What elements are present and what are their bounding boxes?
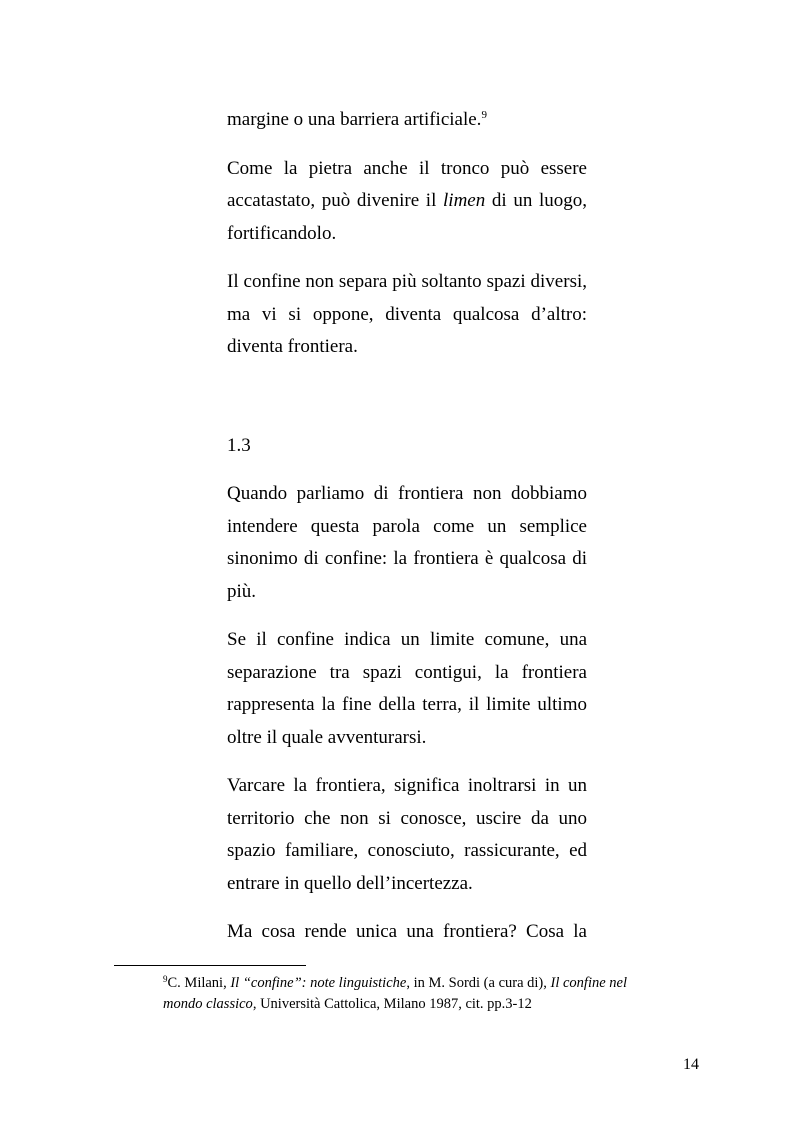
- section-number: 1.3: [227, 434, 251, 456]
- paragraph-2-italic: limen: [443, 190, 486, 211]
- page-number: 14: [683, 1056, 699, 1073]
- paragraph-1-text: margine o una barriera artificiale.: [227, 109, 482, 130]
- paragraph-4: Quando parliamo di frontiera non dobbiamo intendere questa parola come un semplice sinonimo di confine: la frontiera è qualcosa di più.: [227, 483, 587, 602]
- paragraph-2-text-b: di un luogo, fortificandolo.: [227, 190, 588, 244]
- footnote: [163, 973, 658, 1015]
- footnote-separator: [114, 965, 306, 966]
- footnote-middle: , in M. Sordi (a cura di),: [406, 975, 551, 991]
- paragraph-1: [227, 104, 587, 137]
- paragraph-6: Varcare la frontiera, significa inoltrarsi in un territorio che non si conosce, uscire da uno spazio familiare, conosciuto, rassicurante, ed entrare in quello dell’incertezza.: [227, 775, 587, 894]
- paragraph-2: [227, 153, 587, 251]
- main-text: [227, 104, 587, 965]
- paragraph-2-text-a: Come la pietra anche il tronco può essere accatastato, può divenire il: [227, 157, 587, 211]
- paragraph-7: Ma cosa rende unica una frontiera? Cosa la: [227, 921, 587, 942]
- paragraph-5: Se il confine indica un limite comune, una separazione tra spazi contigui, la frontiera rappresenta la fine della terra, il limite ultimo oltre il quale avventurarsi.: [227, 629, 587, 748]
- footnote-rest: , Università Cattolica, Milano 1987, cit. pp.3-12: [252, 996, 532, 1012]
- footnote-title: Il “confine”: note linguistiche: [230, 975, 407, 991]
- paragraph-3: Il confine non separa più soltanto spazi diversi, ma vi si oppone, diventa qualcosa d’altro: diventa frontiera.: [227, 271, 587, 357]
- footnote-author: C. Milani,: [167, 975, 231, 991]
- footnote-reference: 9: [481, 109, 487, 121]
- footnote-book: Il confine nel mondo classico: [163, 975, 628, 1012]
- footnote-number: 9: [163, 974, 168, 984]
